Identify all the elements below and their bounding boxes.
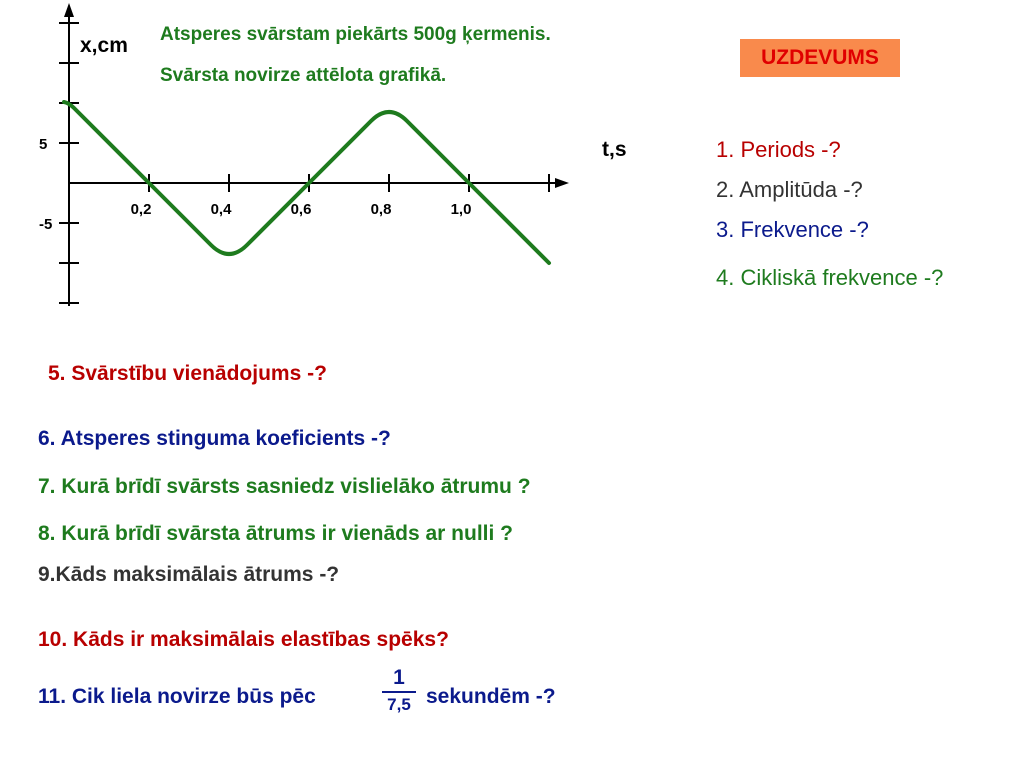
question-3: 3. Frekvence -? <box>716 217 869 242</box>
question-7: 7. Kurā brīdī svārsts sasniedz vislielāko ātrumu ? <box>38 475 531 498</box>
x-tick-label: 0,6 <box>290 201 312 218</box>
task-badge <box>740 39 900 77</box>
fraction-numerator: 1 <box>393 666 405 689</box>
question-11-fraction <box>382 667 416 715</box>
x-tick-label: 0,4 <box>210 201 232 218</box>
question-6: 6. Atsperes stinguma koeficients -? <box>38 427 391 450</box>
chart-ticks <box>39 23 549 303</box>
oscillation-chart <box>0 0 700 340</box>
question-8: 8. Kurā brīdī svārsta ātrums ir vienāds ar nulli ? <box>38 522 514 545</box>
y-tick-label: 5 <box>39 136 48 153</box>
question-9: 9.Kāds maksimālais ātrums -? <box>38 563 340 586</box>
y-axis-arrow <box>64 3 74 17</box>
question-11-start: 11. Cik liela novirze būs pēc <box>38 685 316 708</box>
y-tick-label: -5 <box>39 216 53 233</box>
question-10: 10. Kāds ir maksimālais elastības spēks? <box>38 628 449 651</box>
x-tick-label: 1,0 <box>450 201 472 218</box>
x-tick-label: 0,2 <box>130 201 152 218</box>
intro-line-1: Atsperes svārstam piekārts 500g ķermenis. <box>160 24 551 45</box>
task-badge-label: UZDEVUMS <box>761 46 879 69</box>
fraction-denominator: 7,5 <box>387 695 411 714</box>
x-axis-arrow <box>555 178 569 188</box>
fraction-bar <box>382 691 416 693</box>
question-5: 5. Svārstību vienādojums -? <box>48 362 327 385</box>
intro-line-2: Svārsta novirze attēlota grafikā. <box>160 65 447 86</box>
question-1: 1. Periods -? <box>716 137 841 162</box>
x-axis-label: t,s <box>602 138 627 161</box>
x-tick-label: 0,8 <box>370 201 392 218</box>
question-4: 4. Cikliskā frekvence -? <box>716 265 944 290</box>
question-2: 2. Amplitūda -? <box>716 177 863 202</box>
chart-axes <box>64 3 569 306</box>
question-11-end: sekundēm -? <box>426 685 556 708</box>
y-axis-label: x,cm <box>80 34 128 57</box>
